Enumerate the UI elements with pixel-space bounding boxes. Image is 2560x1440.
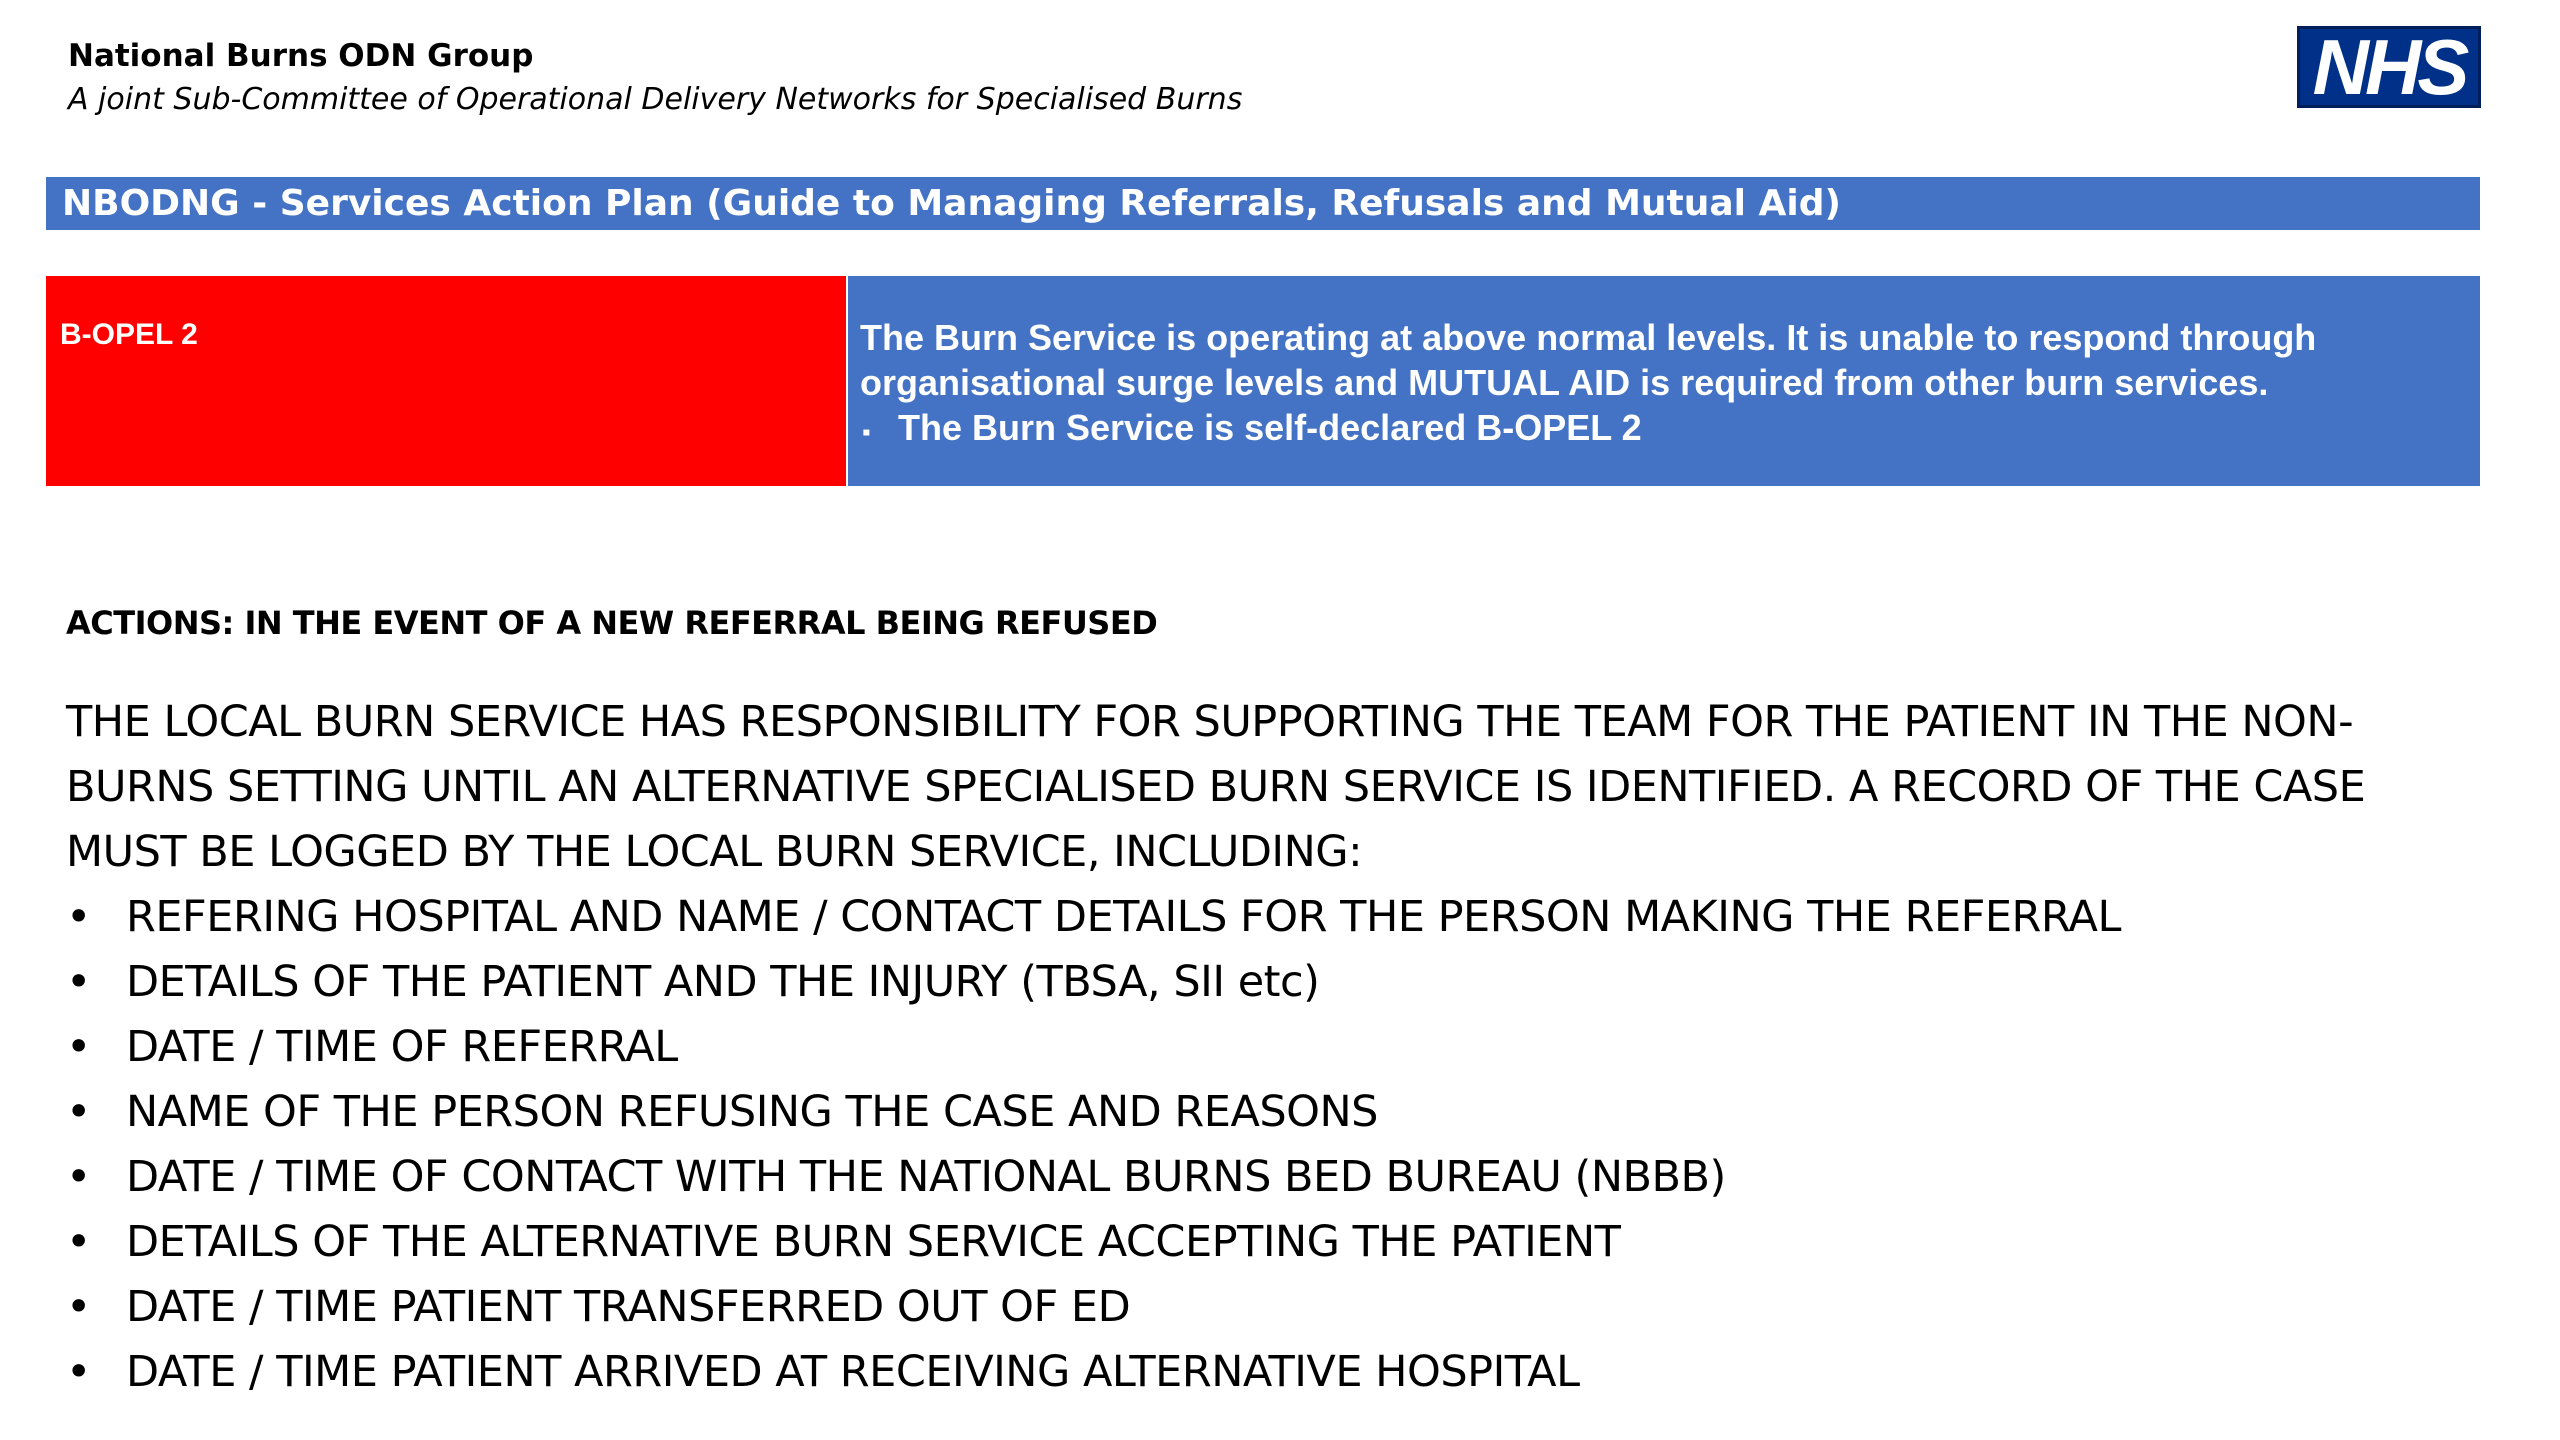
opel-bullet-text: The Burn Service is self-declared B-OPEL 2 [898,407,1642,448]
nhs-logo [2297,23,2481,111]
list-item: • DETAILS OF THE ALTERNATIVE BURN SERVICE ACCEPTING THE PATIENT [66,1210,2486,1275]
bullet-icon: • [66,1282,91,1332]
opel-level-label: B-OPEL 2 [60,318,198,351]
bullet-icon: • [66,1022,91,1072]
actions-body [66,690,2486,1405]
bullet-icon: • [66,1347,91,1397]
opel-level-box [46,276,846,486]
organisation-subtitle: A joint Sub-Committee of Operational Delivery Networks for Specialised Burns [68,82,1243,117]
list-item: • DETAILS OF THE PATIENT AND THE INJURY (TBSA, SII etc) [66,950,2486,1015]
list-item: • DATE / TIME OF CONTACT WITH THE NATIONAL BURNS BED BUREAU (NBBB) [66,1145,2486,1210]
plan-title-bar: NBODNG - Services Action Plan (Guide to Managing Referrals, Refusals and Mutual Aid) [46,177,2480,230]
bullet-icon: • [66,1087,91,1137]
list-item: • REFERING HOSPITAL AND NAME / CONTACT DETAILS FOR THE PERSON MAKING THE REFERRAL [66,885,2486,950]
bullet-icon: • [66,1217,91,1267]
opel-description: The Burn Service is operating at above normal levels. It is unable to respond through organisational surge levels and MUTUAL AID is required from other burn services. [860,317,2317,403]
list-item: • NAME OF THE PERSON REFUSING THE CASE AND REASONS [66,1080,2486,1145]
actions-list [66,885,2486,1405]
list-item: • DATE / TIME OF REFERRAL [66,1015,2486,1080]
organisation-name: National Burns ODN Group [68,38,534,74]
list-item: • DATE / TIME PATIENT ARRIVED AT RECEIVING ALTERNATIVE HOSPITAL [66,1340,2486,1405]
nhs-logo-text: NHS [2312,23,2466,111]
opel-description-box [848,276,2480,486]
bullet-icon: • [66,957,91,1007]
bullet-icon: • [66,1152,91,1202]
list-item: • DATE / TIME PATIENT TRANSFERRED OUT OF ED [66,1275,2486,1340]
opel-bullet-item [860,405,2460,455]
actions-intro: THE LOCAL BURN SERVICE HAS RESPONSIBILITY FOR SUPPORTING THE TEAM FOR THE PATIENT IN THE NON-BURNS SETTING UNTIL AN ALTERNATIVE SPECIALISED BURN SERVICE IS IDENTIFIED. A RECORD OF THE CASE MUST BE LOGGED BY THE LOCAL BURN SERVICE, INCLUDING: [66,697,2366,877]
actions-heading: ACTIONS: IN THE EVENT OF A NEW REFERRAL BEING REFUSED [66,604,1158,642]
bullet-icon: • [66,892,91,942]
square-bullet-icon: ▪ [862,419,871,446]
